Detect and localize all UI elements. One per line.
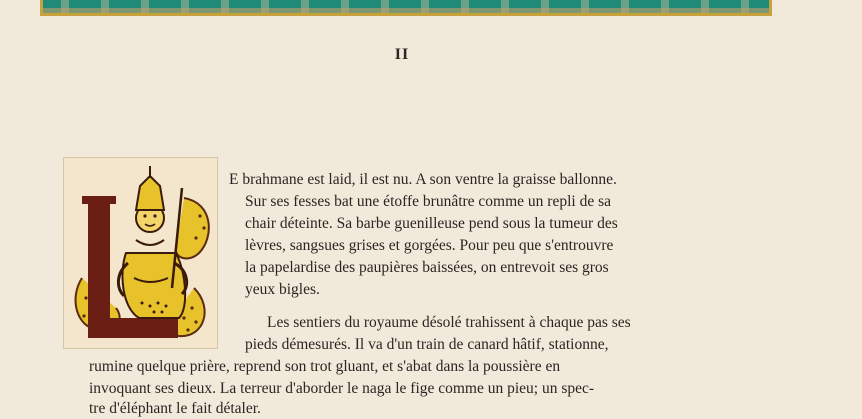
decorative-top-border — [40, 0, 772, 16]
text-line-3: chair déteinte. Sa barbe guenilleuse pend sous la tumeur des — [245, 215, 618, 232]
text-line-7: Les sentiers du royaume désolé trahissent à chaque pas ses — [267, 314, 631, 331]
text-line-8: pieds démesurés. Il va d'un train de canard hâtif, stationne, — [245, 336, 609, 353]
text-line-2: Sur ses fesses bat une étoffe brunâtre comme un repli de sa — [245, 193, 611, 210]
text-line-9: rumine quelque prière, reprend son trot gluant, et s'abat dans la poussière en — [89, 358, 561, 375]
text-line-4: lèvres, sangsues grises et gorgées. Pour peu que s'entrouvre — [245, 237, 614, 254]
text-line-5: la papelardise des paupières baissées, on entrevoit ses gros — [245, 259, 609, 276]
illuminated-initial — [63, 157, 218, 349]
text-line-11: tre d'éléphant le fait détaler. — [89, 400, 261, 417]
illuminated-initial-art — [64, 158, 217, 348]
chapter-number: II — [394, 46, 410, 63]
text-line-6: yeux bigles. — [245, 281, 320, 298]
text-line-1: E brahmane est laid, il est nu. A son ventre la graisse ballonne. — [229, 171, 617, 188]
text-line-10: invoquant ses dieux. La terreur d'aborder le naga le fige comme un pieu; un spec- — [89, 380, 595, 397]
